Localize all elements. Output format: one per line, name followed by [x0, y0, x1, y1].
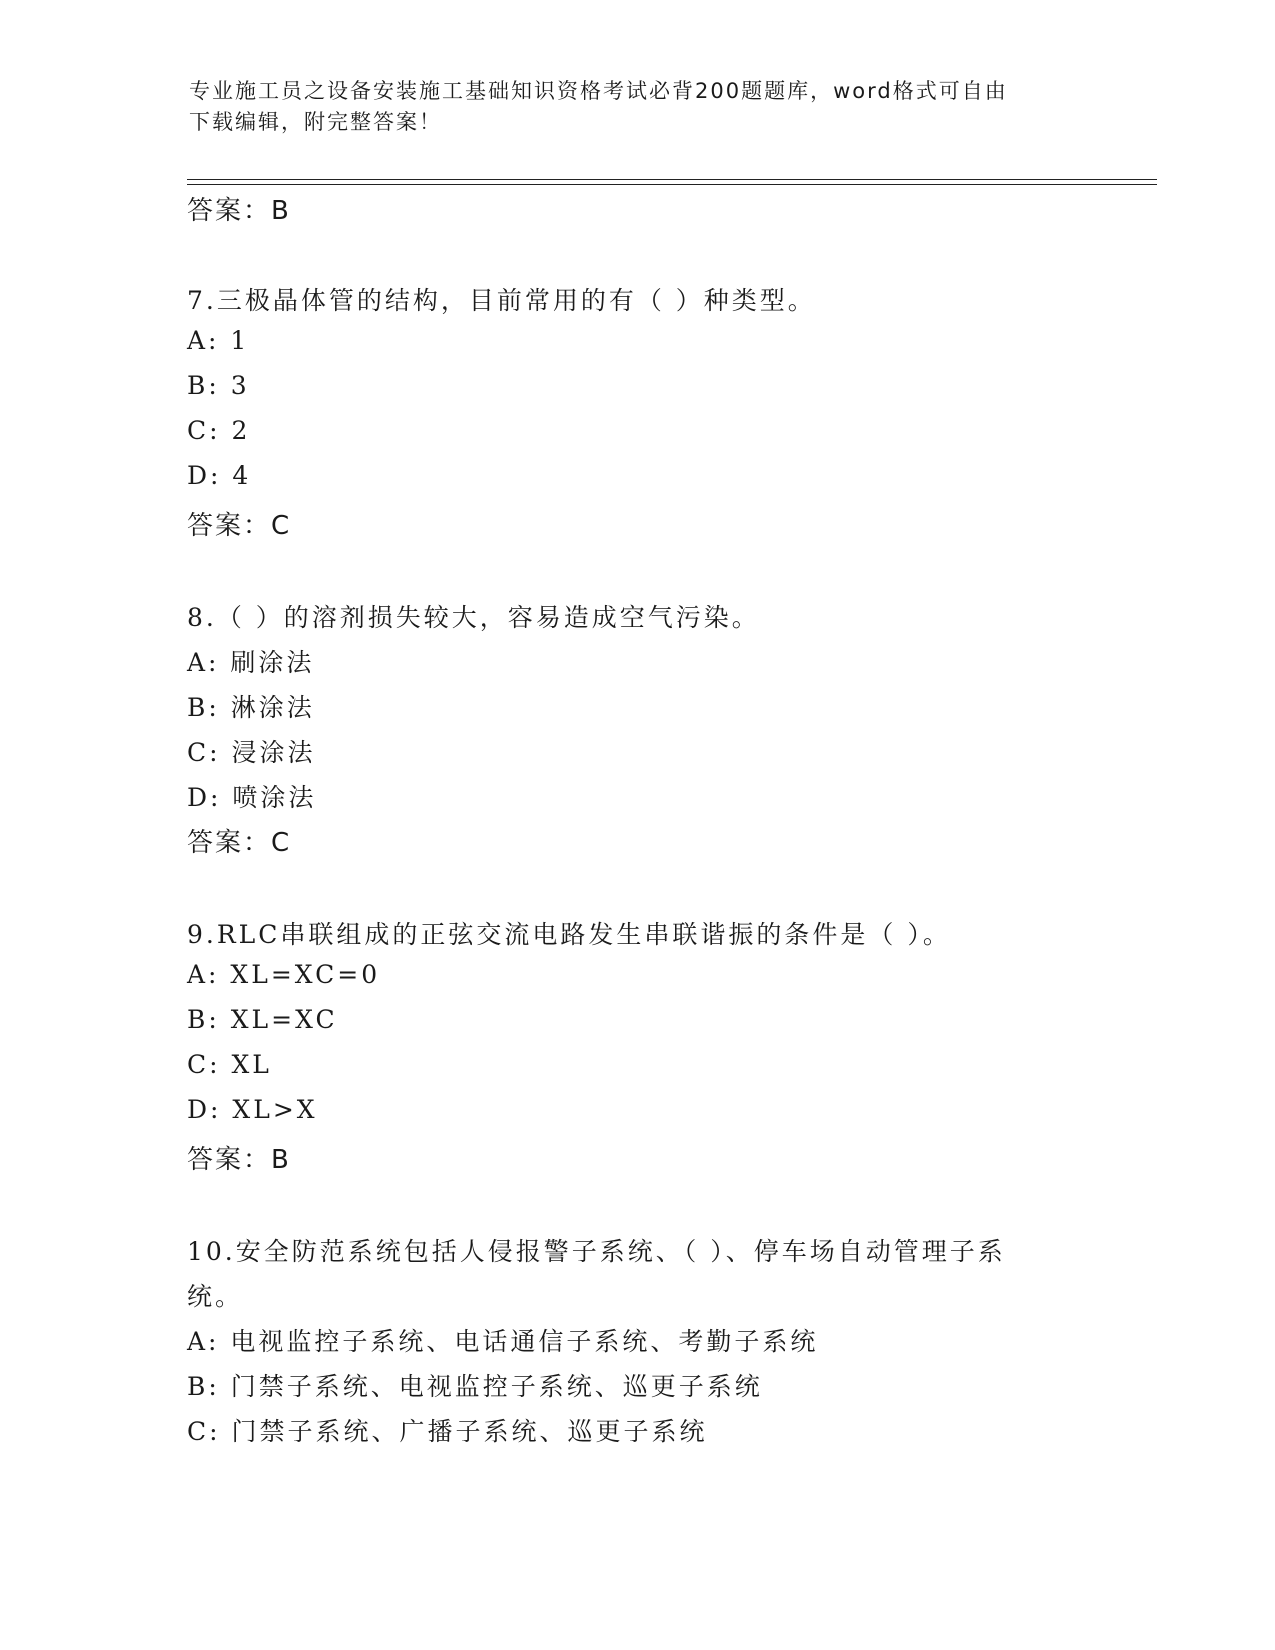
header-divider-bottom: [187, 184, 1157, 185]
answer-line: 答案：B: [187, 1145, 291, 1175]
question-title: 7.三极晶体管的结构，目前常用的有（ ）种类型。: [187, 286, 816, 315]
header-divider-top: [187, 179, 1157, 180]
option-line: A: 电视监控子系统、电话通信子系统、考勤子系统: [187, 1327, 819, 1356]
option-line: C: 2: [187, 416, 251, 445]
option-line: D: 4: [187, 461, 252, 490]
question-title: 10.安全防范系统包括人侵报警子系统、（ ）、停车场自动管理子系: [187, 1237, 1006, 1266]
option-line: A: XL=XC=0: [187, 960, 381, 989]
option-line: A: 刷涂法: [187, 648, 315, 677]
option-line: C: 浸涂法: [187, 738, 316, 767]
header-line-2: 下载编辑，附完整答案！: [189, 110, 442, 134]
option-line: B: XL=XC: [187, 1005, 338, 1034]
page-header: [189, 76, 1089, 138]
option-line: C: 门禁子系统、广播子系统、巡更子系统: [187, 1417, 708, 1446]
question-title: 9.RLC串联组成的正弦交流电路发生串联谐振的条件是（ ）。: [187, 920, 951, 949]
option-line: B: 3: [187, 371, 250, 400]
option-line: D: 喷涂法: [187, 783, 317, 812]
answer-line: 答案：C: [187, 511, 292, 541]
option-line: B: 门禁子系统、电视监控子系统、巡更子系统: [187, 1372, 763, 1401]
option-line: D: XL>X: [187, 1095, 318, 1124]
header-line-1: 专业施工员之设备安装施工基础知识资格考试必背200题题库，word格式可自由: [189, 79, 1008, 103]
answer-line: 答案：B: [187, 196, 291, 226]
option-line: C: XL: [187, 1050, 272, 1079]
answer-line: 答案：C: [187, 828, 292, 858]
option-line: B: 淋涂法: [187, 693, 315, 722]
question-title-continued: 统。: [187, 1282, 244, 1311]
question-title: 8.（ ）的溶剂损失较大，容易造成空气污染。: [187, 603, 760, 632]
option-line: A: 1: [187, 326, 250, 355]
